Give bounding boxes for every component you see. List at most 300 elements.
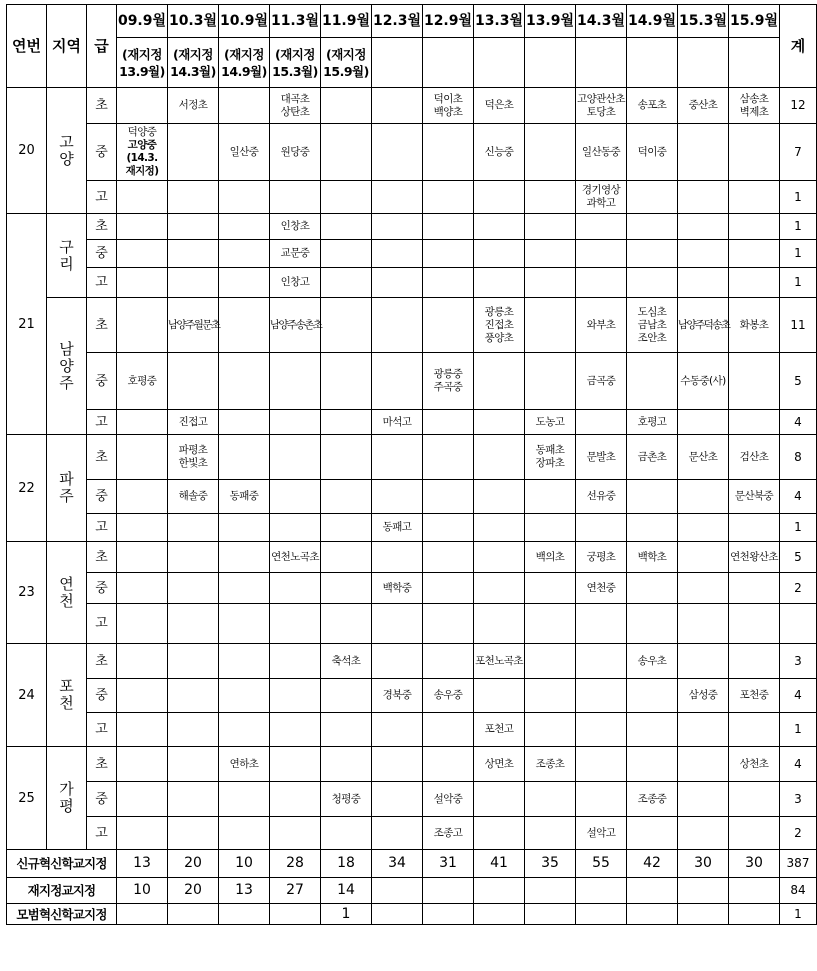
text-line: 문산초	[688, 450, 718, 463]
school-cell	[117, 514, 168, 542]
grade-cell: 초	[87, 644, 117, 679]
table-row	[7, 817, 817, 850]
school-cell	[576, 181, 627, 214]
school-cell	[372, 268, 423, 298]
school-cell	[168, 353, 219, 410]
school-cell	[423, 480, 474, 514]
text-line: 남양주덕송초	[678, 318, 730, 331]
school-cell	[576, 817, 627, 850]
school-cell	[525, 268, 576, 298]
table-row	[7, 644, 817, 679]
row-total: 4	[780, 410, 817, 435]
school-cell	[372, 410, 423, 435]
region-name	[47, 644, 87, 747]
school-cell	[270, 480, 321, 514]
school-cell	[168, 214, 219, 240]
text-line: (재지정	[173, 46, 213, 62]
summary-value	[678, 878, 729, 904]
school-cell	[219, 679, 270, 713]
region-name	[47, 88, 87, 214]
school-cell	[270, 410, 321, 435]
school-cell	[321, 542, 372, 573]
school-cell	[729, 480, 780, 514]
summary-value	[372, 878, 423, 904]
school-cell	[270, 88, 321, 124]
school-cell	[270, 747, 321, 782]
school-cell	[117, 679, 168, 713]
school-cell	[168, 514, 219, 542]
table-row	[7, 679, 817, 713]
school-cell	[729, 124, 780, 181]
school-cell	[474, 514, 525, 542]
header-redesignation	[219, 38, 270, 88]
school-cell	[576, 573, 627, 604]
school-cell	[423, 644, 474, 679]
row-total: 1	[780, 268, 817, 298]
school-cell	[729, 181, 780, 214]
school-cell	[168, 410, 219, 435]
school-cell	[678, 181, 729, 214]
text-line: 백학초	[637, 550, 667, 563]
text-line: 고양관산초	[577, 92, 625, 105]
school-cell	[423, 514, 474, 542]
school-cell	[729, 542, 780, 573]
school-cell	[270, 268, 321, 298]
text-line: 궁평초	[586, 550, 616, 563]
school-cell	[372, 782, 423, 817]
text-line: 동패중	[229, 490, 259, 502]
summary-value	[576, 904, 627, 925]
text-line: 포천고	[484, 723, 514, 735]
text-line: 포	[59, 677, 74, 695]
school-cell	[321, 124, 372, 181]
text-line: 재지정)	[125, 165, 159, 177]
summary-row	[7, 850, 817, 878]
school-cell	[270, 817, 321, 850]
school-cell	[525, 644, 576, 679]
school-cell	[168, 435, 219, 480]
school-cell	[372, 435, 423, 480]
summary-total: 84	[780, 878, 817, 904]
summary-value: 31	[423, 850, 474, 878]
school-cell	[525, 298, 576, 353]
school-cell	[117, 747, 168, 782]
school-cell	[117, 782, 168, 817]
text-line: 천	[59, 694, 74, 712]
header-redesignation	[270, 38, 321, 88]
school-cell	[372, 679, 423, 713]
school-cell	[372, 88, 423, 124]
school-cell	[474, 480, 525, 514]
school-cell	[423, 181, 474, 214]
text-line: 15.3월)	[272, 63, 318, 79]
summary-value	[372, 904, 423, 925]
header-redesignation	[729, 38, 780, 88]
header-redesignation	[372, 38, 423, 88]
summary-value: 13	[117, 850, 168, 878]
header-period: 14.3월	[576, 5, 627, 38]
text-line: 조종고	[433, 826, 463, 839]
summary-value	[168, 904, 219, 925]
school-cell	[219, 480, 270, 514]
school-cell	[423, 782, 474, 817]
table-row	[7, 88, 817, 124]
header-total: 계	[780, 5, 817, 88]
school-cell	[321, 268, 372, 298]
school-cell	[525, 480, 576, 514]
school-cell	[576, 298, 627, 353]
region-name	[47, 747, 87, 850]
table-row	[7, 435, 817, 480]
header-redesignation	[321, 38, 372, 88]
text-line: 금남초	[637, 318, 667, 331]
school-cell	[321, 747, 372, 782]
school-cell	[678, 679, 729, 713]
summary-value: 35	[525, 850, 576, 878]
school-cell	[117, 353, 168, 410]
grade-cell: 고	[87, 604, 117, 644]
row-total: 1	[780, 214, 817, 240]
text-line: 고	[59, 132, 74, 151]
school-cell	[627, 480, 678, 514]
row-total: 12	[780, 88, 817, 124]
table-row	[7, 410, 817, 435]
school-cell	[678, 713, 729, 747]
table-row	[7, 268, 817, 298]
text-line: 14.9월)	[221, 63, 267, 79]
summary-value: 41	[474, 850, 525, 878]
school-cell	[729, 435, 780, 480]
school-cell	[627, 435, 678, 480]
text-line: 연하초	[229, 757, 259, 770]
row-total: 5	[780, 542, 817, 573]
school-cell	[474, 88, 525, 124]
school-cell	[321, 573, 372, 604]
row-total: 4	[780, 679, 817, 713]
school-cell	[117, 480, 168, 514]
grade-cell: 고	[87, 713, 117, 747]
header-redesignation	[423, 38, 474, 88]
text-line: 남양주월문초	[168, 318, 220, 331]
school-cell	[372, 240, 423, 268]
text-line: 한빛초	[178, 457, 208, 469]
school-cell	[474, 410, 525, 435]
text-line: (재지정	[122, 46, 162, 62]
header-period: 09.9월	[117, 5, 168, 38]
text-line: 조종초	[535, 757, 565, 770]
text-line: 서정초	[178, 99, 208, 111]
school-cell	[372, 298, 423, 353]
school-cell	[321, 435, 372, 480]
school-cell	[270, 713, 321, 747]
school-cell	[729, 817, 780, 850]
text-line: 양	[59, 149, 74, 168]
school-cell	[117, 240, 168, 268]
school-cell	[525, 573, 576, 604]
school-cell	[576, 679, 627, 713]
school-cell	[423, 214, 474, 240]
school-cell	[729, 573, 780, 604]
table-row	[7, 298, 817, 353]
table-row	[7, 713, 817, 747]
summary-value: 10	[117, 878, 168, 904]
school-cell	[219, 435, 270, 480]
text-line: 토당초	[586, 105, 616, 118]
school-cell	[525, 713, 576, 747]
school-cell	[576, 782, 627, 817]
text-line: 인창고	[280, 276, 310, 288]
summary-value: 13	[219, 878, 270, 904]
school-cell	[423, 435, 474, 480]
table-row	[7, 782, 817, 817]
school-cell	[525, 240, 576, 268]
school-cell	[474, 353, 525, 410]
school-cell	[321, 480, 372, 514]
school-cell	[168, 782, 219, 817]
header-redesignation	[678, 38, 729, 88]
school-cell	[525, 782, 576, 817]
school-cell	[423, 410, 474, 435]
summary-value	[423, 878, 474, 904]
school-cell	[678, 747, 729, 782]
region-name	[47, 435, 87, 542]
text-line: 삼성중	[688, 689, 718, 701]
school-cell	[525, 435, 576, 480]
grade-cell: 고	[87, 514, 117, 542]
school-cell	[270, 644, 321, 679]
row-total: 3	[780, 644, 817, 679]
school-cell	[474, 713, 525, 747]
header-redesignation	[474, 38, 525, 88]
school-cell	[729, 214, 780, 240]
school-cell	[627, 573, 678, 604]
school-cell	[168, 480, 219, 514]
school-cell	[627, 353, 678, 410]
text-line: 양	[59, 356, 74, 375]
text-line: (재지정	[224, 46, 264, 62]
school-cell	[576, 435, 627, 480]
header-period: 11.9월	[321, 5, 372, 38]
text-line: 남	[59, 339, 74, 358]
school-cell	[576, 124, 627, 181]
school-cell	[474, 435, 525, 480]
school-cell	[627, 214, 678, 240]
header-period: 15.9월	[729, 5, 780, 38]
text-line: 송포초	[637, 99, 667, 111]
school-cell	[321, 240, 372, 268]
text-line: 15.9월)	[323, 63, 369, 79]
header-row-redesignation	[7, 38, 817, 88]
school-cell	[678, 124, 729, 181]
row-total: 1	[780, 514, 817, 542]
school-cell	[525, 88, 576, 124]
row-total: 1	[780, 240, 817, 268]
school-cell	[627, 88, 678, 124]
text-line: 가	[59, 780, 74, 798]
text-line: 금촌초	[637, 450, 667, 463]
region-number: 23	[7, 542, 47, 644]
school-cell	[117, 817, 168, 850]
summary-value	[474, 904, 525, 925]
school-cell	[678, 214, 729, 240]
text-line: 동패초	[535, 444, 565, 456]
row-total: 2	[780, 573, 817, 604]
grade-cell: 중	[87, 480, 117, 514]
summary-value	[729, 904, 780, 925]
summary-value	[729, 878, 780, 904]
region-name	[47, 542, 87, 644]
summary-value: 10	[219, 850, 270, 878]
text-line: 덕이초	[433, 92, 463, 105]
text-line: 주	[59, 487, 74, 505]
grade-cell: 초	[87, 214, 117, 240]
text-line: 리	[59, 254, 74, 273]
school-cell	[321, 353, 372, 410]
grade-cell: 초	[87, 88, 117, 124]
table-row	[7, 747, 817, 782]
school-cell	[372, 514, 423, 542]
header-region: 지역	[47, 5, 87, 88]
summary-value	[525, 904, 576, 925]
text-line: (재지정	[326, 46, 366, 62]
school-cell	[678, 542, 729, 573]
school-cell	[168, 542, 219, 573]
school-cell	[270, 542, 321, 573]
text-line: 진접초	[484, 318, 514, 331]
school-cell	[576, 88, 627, 124]
summary-value: 55	[576, 850, 627, 878]
school-cell	[321, 782, 372, 817]
school-cell	[678, 782, 729, 817]
grade-cell: 고	[87, 181, 117, 214]
school-cell	[729, 514, 780, 542]
school-cell	[678, 353, 729, 410]
school-cell	[423, 713, 474, 747]
school-cell	[168, 644, 219, 679]
region-name	[47, 214, 87, 298]
school-cell	[474, 573, 525, 604]
school-cell	[576, 410, 627, 435]
table-body	[7, 88, 817, 925]
summary-value: 18	[321, 850, 372, 878]
text-line: 덕은초	[484, 99, 514, 111]
text-line: 인창초	[280, 220, 310, 232]
summary-label: 신규혁신학교지정	[7, 850, 117, 878]
school-cell	[525, 410, 576, 435]
school-cell	[270, 573, 321, 604]
school-cell	[729, 747, 780, 782]
school-cell	[168, 88, 219, 124]
summary-value	[117, 904, 168, 925]
school-cell	[627, 542, 678, 573]
school-cell	[678, 817, 729, 850]
school-cell	[678, 88, 729, 124]
text-line: 송우초	[637, 654, 667, 667]
school-cell	[117, 268, 168, 298]
school-cell	[423, 573, 474, 604]
school-cell	[270, 514, 321, 542]
text-line: 주	[59, 373, 74, 392]
grade-cell: 고	[87, 268, 117, 298]
school-cell	[168, 817, 219, 850]
school-cell	[627, 782, 678, 817]
text-line: 교문중	[280, 247, 310, 259]
grade-cell: 초	[87, 542, 117, 573]
school-cell	[678, 298, 729, 353]
text-line: 장파초	[535, 457, 565, 469]
text-line: (14.3.	[126, 152, 158, 164]
text-line: 일산중	[229, 145, 259, 158]
school-cell	[678, 240, 729, 268]
school-cell	[474, 298, 525, 353]
school-cell	[270, 782, 321, 817]
school-cell	[627, 181, 678, 214]
school-cell	[474, 644, 525, 679]
text-line: 조안초	[637, 331, 667, 344]
header-period: 12.9월	[423, 5, 474, 38]
text-line: 구	[59, 237, 74, 256]
summary-total: 1	[780, 904, 817, 925]
text-line: 도농고	[535, 415, 565, 428]
text-line: 원당중	[280, 145, 310, 158]
text-line: 백양초	[433, 105, 463, 118]
summary-value: 34	[372, 850, 423, 878]
school-cell	[576, 514, 627, 542]
grade-cell: 중	[87, 353, 117, 410]
summary-value	[219, 904, 270, 925]
school-cell	[168, 124, 219, 181]
school-cell	[117, 604, 168, 644]
school-cell	[270, 240, 321, 268]
school-cell	[372, 214, 423, 240]
school-cell	[372, 747, 423, 782]
school-cell	[576, 353, 627, 410]
school-cell	[576, 268, 627, 298]
summary-value: 27	[270, 878, 321, 904]
text-line: 신능중	[484, 145, 514, 158]
text-line: 덕이중	[637, 145, 667, 158]
school-cell	[372, 353, 423, 410]
school-cell	[117, 410, 168, 435]
school-cell	[219, 268, 270, 298]
text-line: 천	[59, 591, 74, 610]
school-cell	[423, 604, 474, 644]
grade-cell: 중	[87, 240, 117, 268]
text-line: 조종중	[637, 792, 667, 805]
school-cell	[321, 298, 372, 353]
school-cell	[627, 679, 678, 713]
school-cell	[372, 573, 423, 604]
school-cell	[321, 604, 372, 644]
summary-value	[627, 878, 678, 904]
school-cell	[372, 124, 423, 181]
school-cell	[270, 124, 321, 181]
school-cell	[576, 713, 627, 747]
school-cell	[423, 298, 474, 353]
text-line: 연천노곡초	[271, 550, 319, 563]
school-cell	[525, 353, 576, 410]
school-cell	[117, 713, 168, 747]
text-line: 광릉초	[484, 305, 514, 318]
school-cell	[474, 240, 525, 268]
summary-value	[270, 904, 321, 925]
school-cell	[117, 214, 168, 240]
text-line: 문산북중	[734, 490, 774, 502]
school-cell	[219, 410, 270, 435]
table-row	[7, 542, 817, 573]
text-line: 풍양초	[484, 331, 514, 344]
header-num: 연번	[7, 5, 47, 88]
